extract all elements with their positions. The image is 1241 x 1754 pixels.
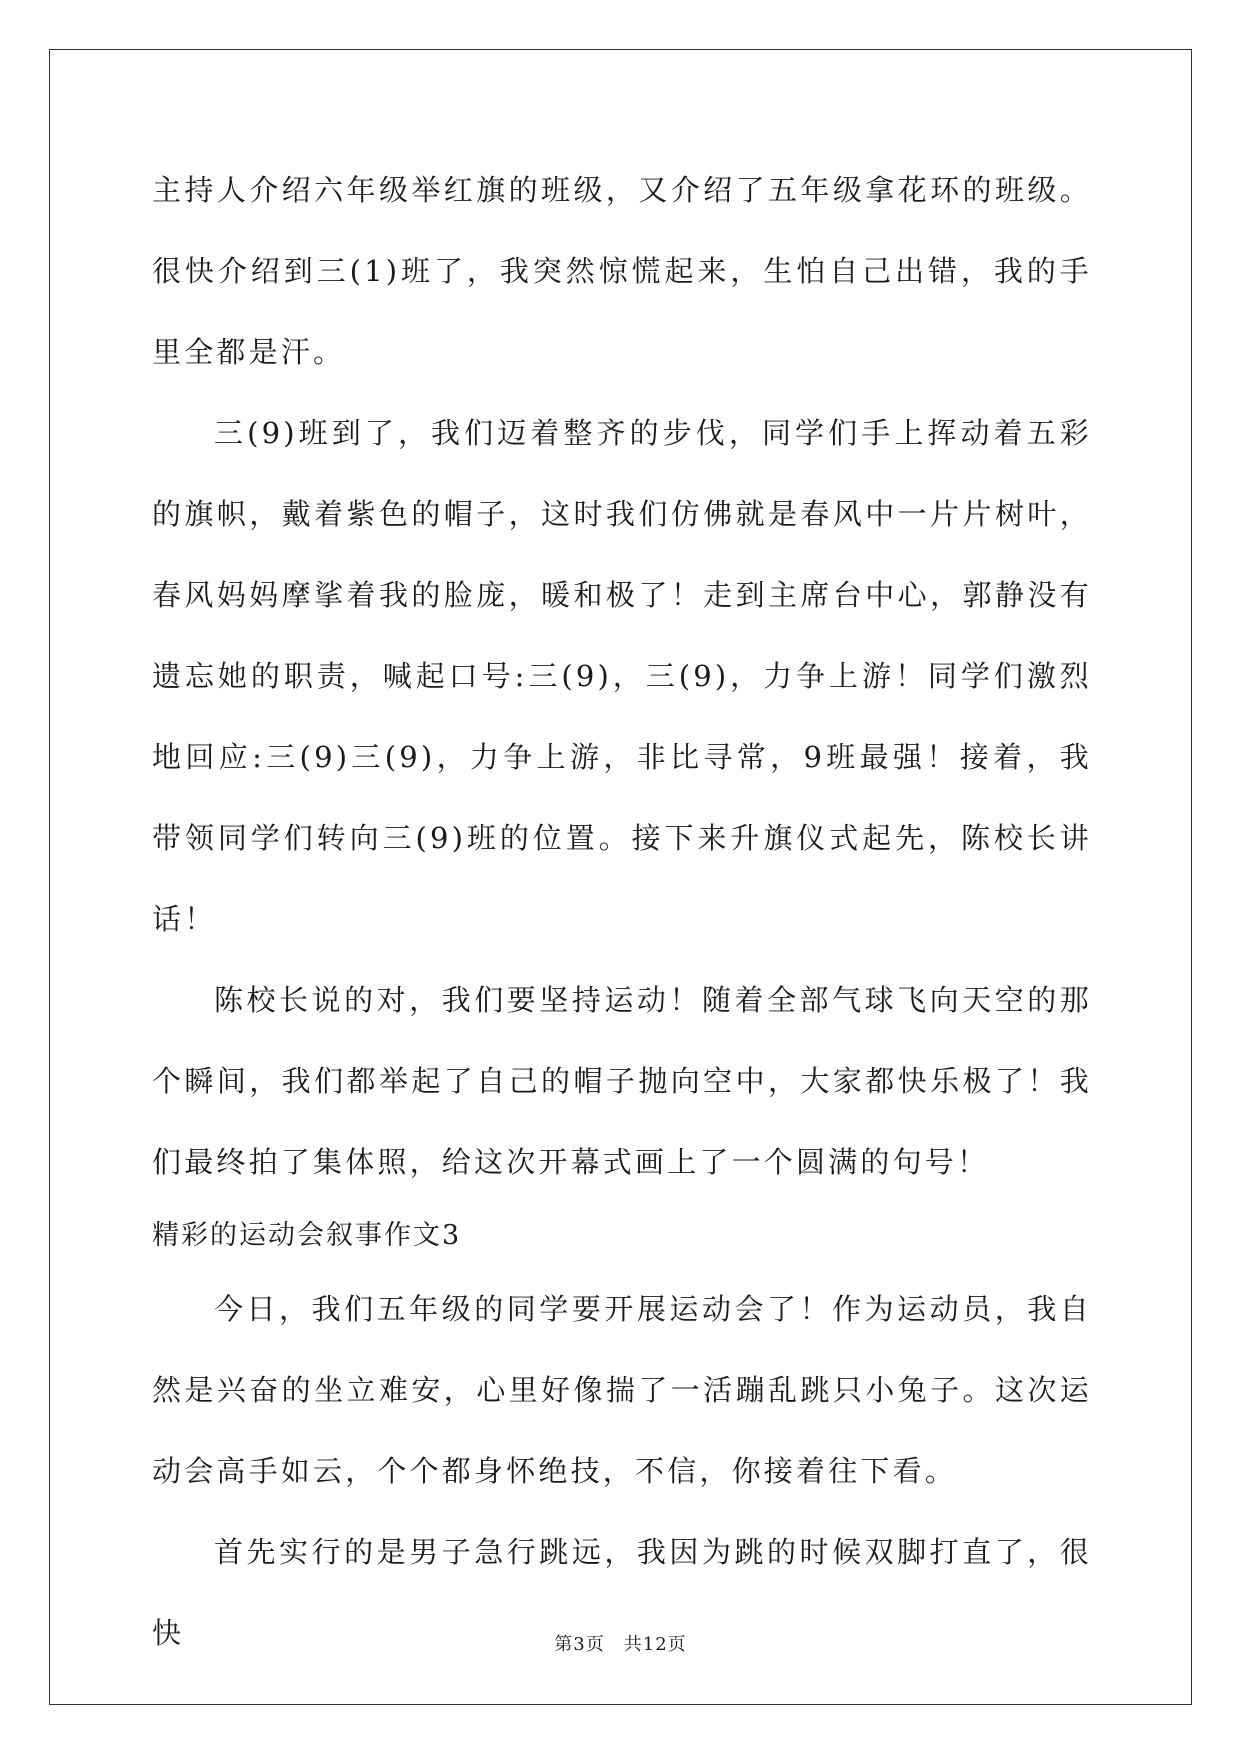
- section-paragraph-2: 首先实行的是男子急行跳远，我因为跳的时候双脚打直了，很快: [152, 1535, 1092, 1650]
- section-heading: 精彩的运动会叙事作文3: [152, 1220, 462, 1251]
- paragraph-2: 三(9)班到了，我们迈着整齐的步伐，同学们手上挥动着五彩的旗帜，戴着紫色的帽子，这时我们仿佛就是春风中一片片树叶，春风妈妈摩挲着我的脸庞，暖和极了！走到主席台中心，郭静没有遗忘她的职责，喊起口号:三(9)，三(9)，力争上游！同学们激烈地回应:三(9)三(9)，力争上游，非比寻常，9班最强！接着，我带领同学们转向三(9)班的位置。接下来升旗仪式起先，陈校长讲话！: [152, 416, 1092, 936]
- paragraph-3: 陈校长说的对，我们要坚持运动！随着全部气球飞向天空的那个瞬间，我们都举起了自己的帽子抛向空中，大家都快乐极了！我们最终拍了集体照，给这次开幕式画上了一个圆满的句号！: [152, 983, 1092, 1179]
- document-body: [152, 150, 1092, 1674]
- page-number-footer: 第3页 共12页: [554, 1634, 687, 1655]
- section-paragraph-1: 今日，我们五年级的同学要开展运动会了！作为运动员，我自然是兴奋的坐立难安，心里好像揣了一活蹦乱跳只小兔子。这次运动会高手如云，个个都身怀绝技，不信，你接着往下看。: [152, 1292, 1092, 1488]
- paragraph-1: 主持人介绍六年级举红旗的班级，又介绍了五年级拿花环的班级。很快介绍到三(1)班了，我突然惊慌起来，生怕自己出错，我的手里全都是汗。: [152, 173, 1092, 369]
